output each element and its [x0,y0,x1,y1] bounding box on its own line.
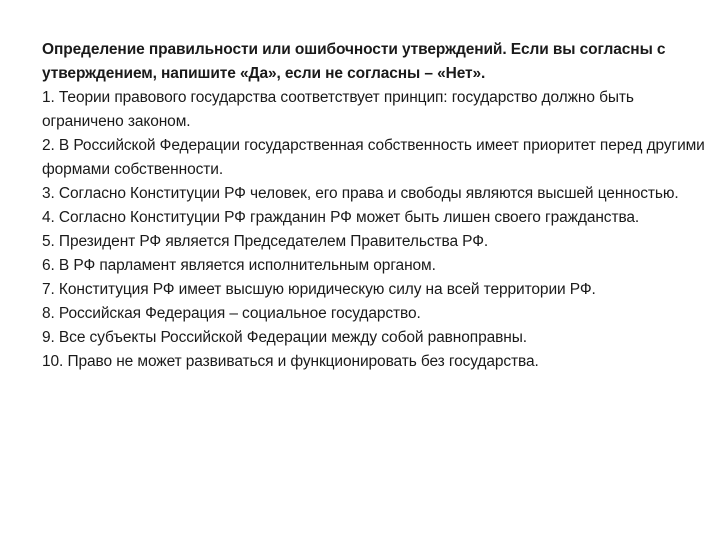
statement-9: 9. Все субъекты Российской Федерации между собой равноправны. [42,329,527,346]
slide-content [42,38,707,374]
statement-8: 8. Российская Федерация – социальное государство. [42,305,421,322]
task-heading: Определение правильности или ошибочности утверждений. Если вы согласны с утверждением, напишите «Да», если не согласны – «Нет». [42,41,666,82]
statement-2: 2. В Российской Федерации государственная собственность имеет приоритет перед другими формами собственности. [42,137,705,178]
statement-10: 10. Право не может развиваться и функционировать без государства. [42,353,539,370]
statement-7: 7. Конституция РФ имеет высшую юридическую силу на всей территории РФ. [42,281,596,298]
statement-1: 1. Теории правового государства соответствует принцип: государство должно быть ограничено законом. [42,89,634,130]
statement-3: 3. Согласно Конституции РФ человек, его права и свободы являются высшей ценностью. [42,185,679,202]
statement-4: 4. Согласно Конституции РФ гражданин РФ может быть лишен своего гражданства. [42,209,640,226]
statement-5: 5. Президент РФ является Председателем Правительства РФ. [42,233,489,250]
statement-6: 6. В РФ парламент является исполнительным органом. [42,257,436,274]
